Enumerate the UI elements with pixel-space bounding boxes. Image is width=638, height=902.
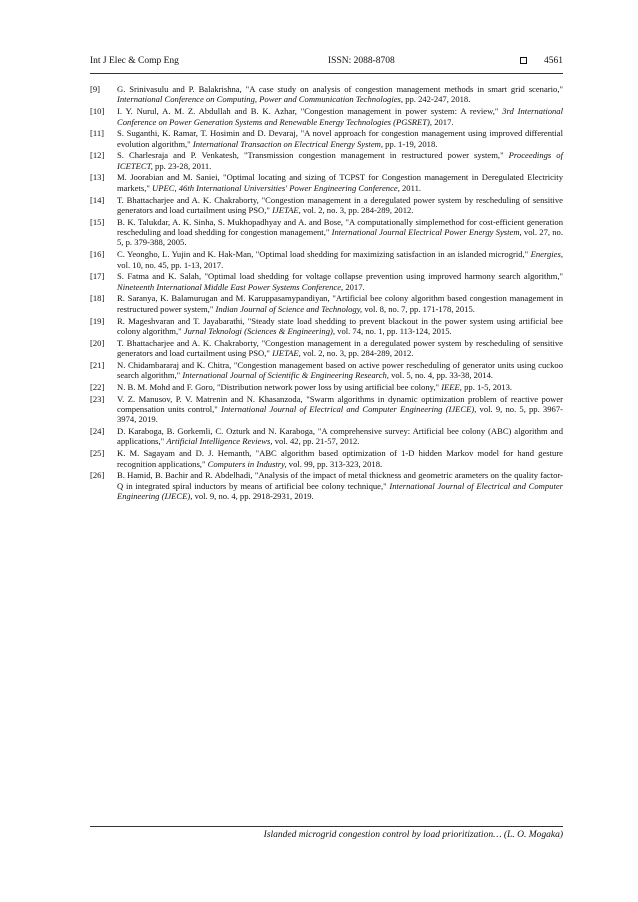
journal-name: Int J Elec & Comp Eng xyxy=(90,56,179,66)
reference-item xyxy=(90,249,563,270)
issn: ISSN: 2088-8708 xyxy=(328,56,395,66)
reference-text xyxy=(117,128,563,149)
reference-text xyxy=(117,249,563,270)
reference-authors-title: C. Yeongho, L. Yujin and K. Hak-Man, "Optimal load shedding for maximizing satisfaction in an islanded microgrid," xyxy=(117,249,531,260)
reference-details: pp. 1-5, 2013. xyxy=(461,381,513,392)
reference-details: vol. 2, no. 3, pp. 284-289, 2012. xyxy=(300,348,414,359)
reference-text xyxy=(117,394,563,425)
reference-number: [15] xyxy=(90,216,105,227)
reference-details: pp. 1-19, 2018. xyxy=(383,138,438,149)
reference-details: vol. 27, no. 5, p. 379-388, 2005. xyxy=(117,227,564,248)
reference-venue: International Transaction on Electrical Energy System, xyxy=(192,138,383,149)
reference-venue: Nineteenth International Middle East Power Systems Conference, xyxy=(117,281,344,292)
reference-authors-title: R. Saranya, K. Balamurugan and M. Karuppasamypandiyan, "Artificial bee colony algorithm based congestion management in restructured power system," xyxy=(117,293,563,314)
reference-venue: Artificial Intelligence Reviews, xyxy=(166,436,273,447)
reference-list xyxy=(90,84,563,503)
reference-authors-title: T. Bhattacharjee and A. K. Chakraborty, "Congestion management in a deregulated power system by rescheduling of sensitive generators and load curtailment using PSO," xyxy=(117,194,563,215)
reference-number: [13] xyxy=(90,172,105,183)
reference-text xyxy=(117,84,563,105)
reference-venue: Indian Journal of Science and Technology, xyxy=(215,303,363,314)
reference-number: [14] xyxy=(90,194,105,205)
reference-number: [22] xyxy=(90,381,105,392)
reference-authors-title: K. M. Sagayam and D. J. Hemanth, "ABC algorithm based optimization of 1-D hidden Markov model for hand gesture recognition applications," xyxy=(117,448,563,469)
reference-text xyxy=(117,271,563,292)
reference-item xyxy=(90,360,563,381)
reference-item xyxy=(90,470,563,501)
reference-details: , 2017. xyxy=(429,116,454,127)
reference-text xyxy=(117,338,563,359)
reference-venue: IJETAE, xyxy=(272,348,301,359)
reference-venue: Energies, xyxy=(530,249,563,260)
reference-details: vol. 42, pp. 21-57, 2012. xyxy=(272,436,360,447)
reference-venue: IJETAE, xyxy=(272,204,301,215)
reference-venue: 3rd International Conference on Power Generation Systems and Renewable Energy Technologies (PGSRET) xyxy=(117,106,563,127)
reference-item xyxy=(90,271,563,292)
reference-text xyxy=(117,106,563,127)
reference-venue: International Journal Electrical Power Energy System, xyxy=(331,227,522,238)
reference-details: 2011. xyxy=(399,182,422,193)
reference-item xyxy=(90,128,563,149)
reference-number: [9] xyxy=(90,84,101,94)
reference-details: vol. 5, no. 4, pp. 33-38, 2014. xyxy=(388,370,494,381)
reference-details: pp. 23-28, 2011. xyxy=(152,160,212,171)
reference-item xyxy=(90,338,563,359)
reference-authors-title: N. Chidambararaj and K. Chitra, "Congestion management based on active power rescheduling of generator units using cuckoo search algorithm," xyxy=(117,359,563,381)
reference-authors-title: I. Y. Nurul, A. M. Z. Abdullah and B. K. Azhar, "Congestion management in power system: A review," xyxy=(117,106,503,117)
reference-details: vol. 2, no. 3, pp. 284-289, 2012. xyxy=(300,204,414,215)
reference-item xyxy=(90,106,563,127)
reference-item xyxy=(90,150,563,171)
reference-item xyxy=(90,316,563,337)
reference-text xyxy=(117,316,563,337)
page-header xyxy=(90,56,563,70)
reference-details: vol. 99, pp. 313-323, 2018. xyxy=(286,458,383,469)
reference-authors-title: M. Joorabian and M. Saniei, "Optimal locating and sizing of TCPST for Congestion management in Deregulated Electricity markets," xyxy=(117,172,563,193)
reference-item xyxy=(90,293,563,314)
reference-text xyxy=(117,470,563,501)
reference-text xyxy=(117,172,563,193)
reference-text xyxy=(117,195,563,216)
reference-authors-title: N. B. M. Mohd and F. Goro, "Distribution network power loss by using artificial bee colony," xyxy=(117,381,442,392)
checkbox-square-icon xyxy=(520,57,527,64)
reference-venue: Jurnal Teknologi (Sciences & Engineering), xyxy=(183,325,335,336)
reference-authors-title: B. K. Talukdar, A. K. Sinha, S. Mukhopadhyay and A. and Bose, "A computationally simplemethod for cost-efficient generation rescheduling and load shedding for congestion management," xyxy=(117,216,563,238)
page-number: 4561 xyxy=(544,56,563,66)
reference-item xyxy=(90,217,563,248)
reference-number: [20] xyxy=(90,337,105,348)
reference-item xyxy=(90,426,563,447)
reference-number: [24] xyxy=(90,426,105,437)
reference-text xyxy=(117,382,563,392)
reference-authors-title: S. Fatma and K. Salah, "Optimal load shedding for voltage collapse prevention using improved harmony search algorithm," xyxy=(117,271,563,282)
reference-text xyxy=(117,150,563,171)
reference-authors-title: D. Karaboga, B. Gorkemli, C. Ozturk and N. Karaboga, "A comprehensive survey: Artificial bee colony (ABC) algorithm and applications," xyxy=(117,426,563,447)
reference-details: vol. 74, no. 1, pp. 113-124, 2015. xyxy=(335,325,452,336)
reference-number: [11] xyxy=(90,128,104,139)
reference-authors-title: B. Hamid, B. Bachir and R. Abdelhadi, "Analysis of the impact of metal thickness and geometric arameters on the quality factor-Q in integrated spiral inductors by means of artificial bee colony technique," xyxy=(117,470,563,491)
reference-number: [18] xyxy=(90,293,105,304)
reference-venue: UPEC, 46th International Universities' Power Engineering Conference, xyxy=(152,182,400,193)
reference-number: [23] xyxy=(90,393,105,404)
reference-details: pp. 242-247, 2018. xyxy=(403,94,471,105)
reference-venue: Proceedings of ICETECT, xyxy=(117,150,563,171)
reference-venue: Computers in Industry, xyxy=(207,458,287,469)
reference-authors-title: V. Z. Manusov, P. V. Matrenin and N. Khasanzoda, "Swarm algorithms in dynamic optimization problem of reactive power compensation units control," xyxy=(117,393,563,414)
reference-details: vol. 9, no. 4, pp. 2918-2931, 2019. xyxy=(192,491,314,502)
reference-details: vol. 9, no. 5, pp. 3967-3974, 2019. xyxy=(117,403,563,425)
reference-authors-title: T. Bhattacharjee and A. K. Chakraborty, "Congestion management in a deregulated power system by rescheduling of sensitive generators and load curtailment using PSO," xyxy=(117,337,563,359)
reference-text xyxy=(117,217,563,248)
reference-venue: International Journal of Electrical and Computer Engineering (IJECE), xyxy=(117,480,564,502)
reference-venue: International Conference on Computing, Power and Communication Technologies, xyxy=(117,94,404,105)
reference-details: vol. 10, no. 45, pp. 1-13, 2017. xyxy=(117,259,224,270)
reference-number: [25] xyxy=(90,448,105,459)
reference-authors-title: G. Srinivasulu and P. Balakrishna, "A case study on analysis of congestion management methods in smart grid scenario," xyxy=(117,84,563,94)
reference-item xyxy=(90,195,563,216)
reference-authors-title: R. Mageshvaran and T. Jayabarathi, "Steady state load shedding to prevent blackout in the power system using artificial bee colony algorithm," xyxy=(117,315,563,336)
reference-item xyxy=(90,382,563,392)
reference-details: vol. 8, no. 7, pp. 171-178, 2015. xyxy=(362,303,475,314)
reference-details: 2017. xyxy=(343,281,365,292)
reference-number: [21] xyxy=(90,359,105,370)
reference-text xyxy=(117,426,563,447)
reference-number: [26] xyxy=(90,470,105,481)
reference-number: [12] xyxy=(90,150,105,161)
reference-number: [16] xyxy=(90,249,105,260)
reference-item xyxy=(90,394,563,425)
reference-text xyxy=(117,360,563,381)
header-divider xyxy=(90,73,563,74)
reference-item xyxy=(90,84,563,105)
reference-venue: IEEE, xyxy=(441,381,462,392)
footer-divider xyxy=(90,826,563,827)
reference-text xyxy=(117,448,563,469)
reference-item xyxy=(90,172,563,193)
reference-authors-title: S. Charlesraja and P. Venkatesh, "Transmission congestion management in restructured power system," xyxy=(117,150,509,161)
reference-number: [10] xyxy=(90,106,105,117)
reference-venue: International Journal of Electrical and Computer Engineering (IJECE), xyxy=(220,403,477,414)
reference-item xyxy=(90,448,563,469)
reference-authors-title: S. Suganthi, K. Ramar, T. Hosimin and D. Devaraj, "A novel approach for congestion management using improved differential evolution algorithm," xyxy=(117,128,563,149)
reference-number: [17] xyxy=(90,271,105,282)
reference-venue: International Journal of Scientific & Engineering Research, xyxy=(182,370,389,381)
reference-text xyxy=(117,293,563,314)
reference-number: [19] xyxy=(90,315,105,326)
running-title: Islanded microgrid congestion control by load prioritization… (L. O. Mogaka) xyxy=(263,830,563,840)
